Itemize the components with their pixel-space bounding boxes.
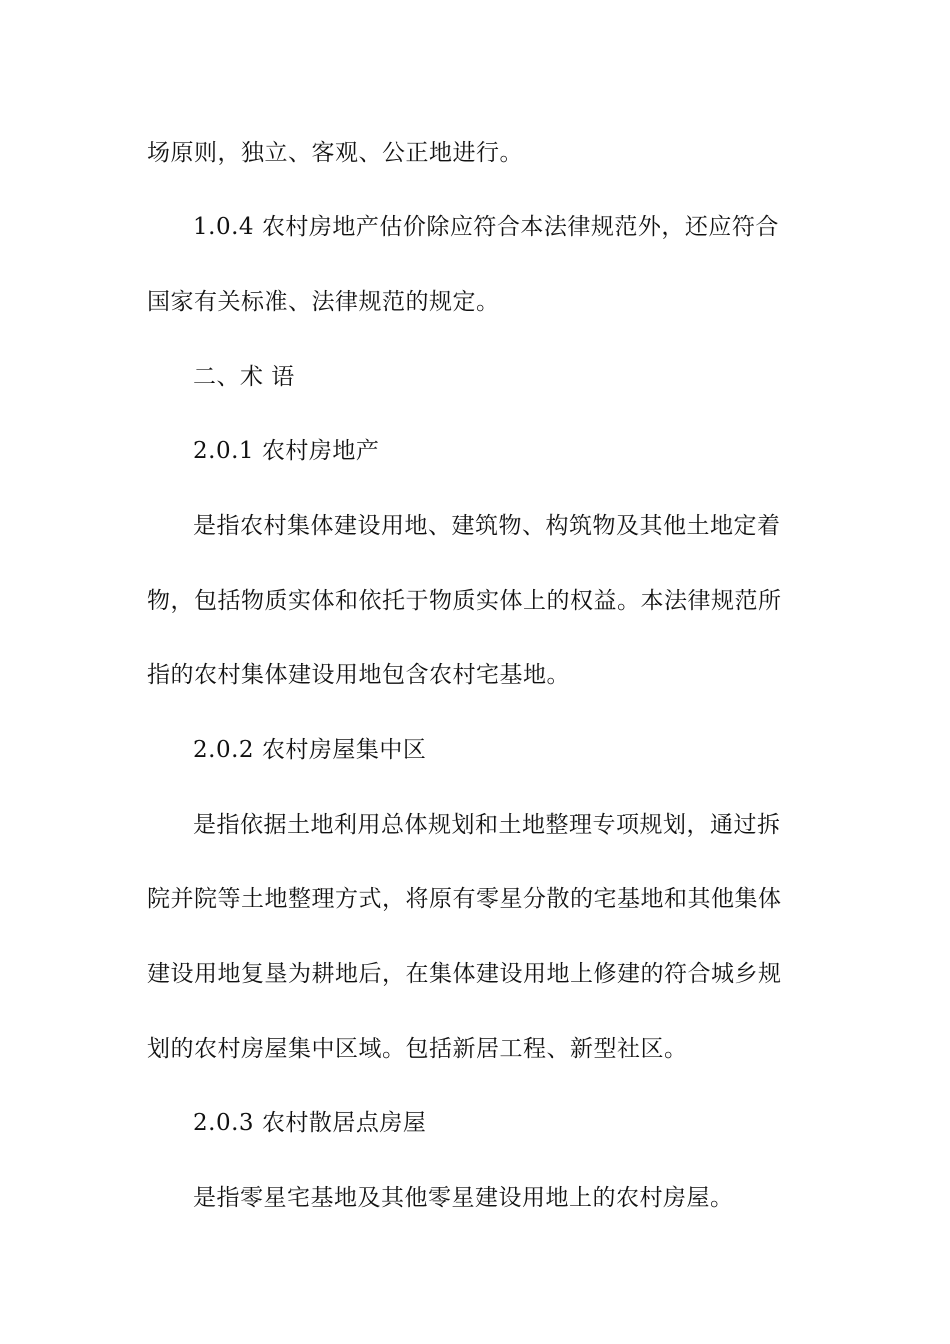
section-heading-terms: 二、术 语 (193, 364, 295, 390)
definition-line: 是指农村集体建设用地、建筑物、构筑物及其他土地定着 (193, 513, 781, 539)
definition-line: 院并院等土地整理方式，将原有零星分散的宅基地和其他集体 (147, 886, 782, 912)
term-heading-2-0-3: 2.0.3 农村散居点房屋 (193, 1110, 427, 1136)
definition-line: 是指依据土地利用总体规划和土地整理专项规划，通过拆 (193, 812, 781, 838)
definition-line: 划的农村房屋集中区域。包括新居工程、新型社区。 (147, 1036, 688, 1062)
term-heading-2-0-1: 2.0.1 农村房地产 (193, 438, 380, 464)
clause-1-0-4-line: 1.0.4 农村房地产估价除应符合本法律规范外，还应符合 (193, 214, 779, 240)
definition-line: 是指零星宅基地及其他零星建设用地上的农村房屋。 (193, 1185, 734, 1211)
term-heading-2-0-2: 2.0.2 农村房屋集中区 (193, 737, 427, 763)
definition-line: 指的农村集体建设用地包含农村宅基地。 (147, 662, 570, 688)
definition-line: 建设用地复垦为耕地后，在集体建设用地上修建的符合城乡规 (147, 961, 782, 987)
paragraph-line: 场原则，独立、客观、公正地进行。 (147, 140, 523, 166)
definition-line: 物，包括物质实体和依托于物质实体上的权益。本法律规范所 (147, 588, 782, 614)
paragraph-line: 国家有关标准、法律规范的规定。 (147, 289, 500, 315)
